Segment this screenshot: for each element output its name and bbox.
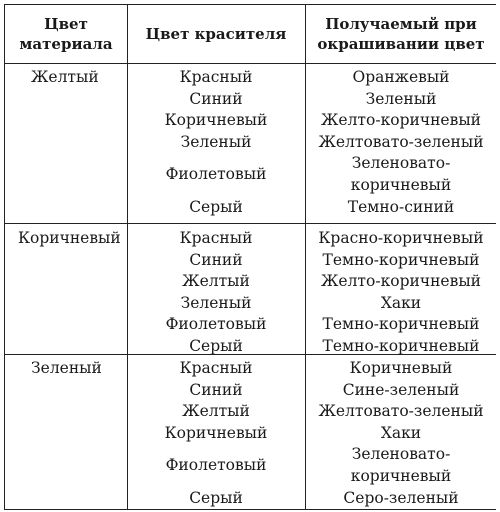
result-color-cell: Темно-коричневый — [322, 250, 480, 269]
result-color-cell: Желтовато-зеленый — [318, 132, 484, 151]
dye-color-cell: Синий — [189, 89, 243, 108]
header-divider — [5, 63, 496, 64]
dye-color-cell: Фиолетовый — [165, 315, 267, 334]
dye-color-cell: Красный — [179, 229, 253, 247]
group-divider — [5, 223, 496, 224]
dye-color-cell: Красный — [179, 359, 253, 377]
header-result-color: Получаемый при окрашивании цвет — [317, 15, 485, 53]
dye-color-cell: Серый — [189, 337, 243, 355]
result-color-cell: Зеленовато- коричневый — [350, 445, 452, 485]
result-color-cell: Желто-коричневый — [321, 111, 481, 130]
material-color-cell: Зеленый — [31, 359, 102, 377]
dye-color-cell: Синий — [189, 380, 243, 399]
dye-color-cell: Желтый — [182, 402, 250, 421]
dye-color-cell: Зеленый — [180, 132, 252, 151]
dye-color-cell: Коричневый — [164, 423, 268, 442]
material-color-cell: Коричневый — [18, 229, 121, 247]
result-color-cell: Темно-синий — [347, 197, 455, 216]
header-material-color: Цвет материала — [19, 15, 113, 53]
result-color-cell: Сине-зеленый — [342, 380, 460, 399]
result-color-cell: Хаки — [380, 293, 422, 312]
dye-color-cell: Серый — [189, 197, 243, 216]
result-color-cell: Зеленовато- коричневый — [350, 154, 452, 194]
dye-color-table — [4, 4, 496, 510]
dye-color-cell: Зеленый — [180, 293, 252, 312]
dye-color-cell: Желтый — [182, 272, 250, 291]
result-color-cell: Красно-коричневый — [318, 229, 484, 247]
result-color-cell: Темно-коричневый — [322, 337, 480, 355]
dye-color-cell: Красный — [179, 68, 253, 86]
result-color-cell: Зеленый — [365, 89, 437, 108]
result-color-cell: Оранжевый — [352, 68, 450, 86]
dye-color-cell: Коричневый — [164, 111, 268, 130]
result-color-cell: Желтовато-зеленый — [318, 402, 484, 421]
result-color-cell: Темно-коричневый — [322, 315, 480, 334]
dye-color-cell: Фиолетовый — [165, 456, 267, 475]
dye-color-cell: Синий — [189, 250, 243, 269]
dye-color-cell: Фиолетовый — [165, 165, 267, 184]
result-color-cell: Желто-коричневый — [321, 272, 481, 291]
result-color-cell: Коричневый — [349, 359, 453, 377]
material-color-cell: Желтый — [31, 68, 99, 86]
result-color-cell: Хаки — [380, 423, 422, 442]
dye-color-cell: Серый — [189, 488, 243, 507]
result-color-cell: Серо-зеленый — [343, 488, 459, 507]
header-dye-color: Цвет красителя — [145, 25, 287, 43]
